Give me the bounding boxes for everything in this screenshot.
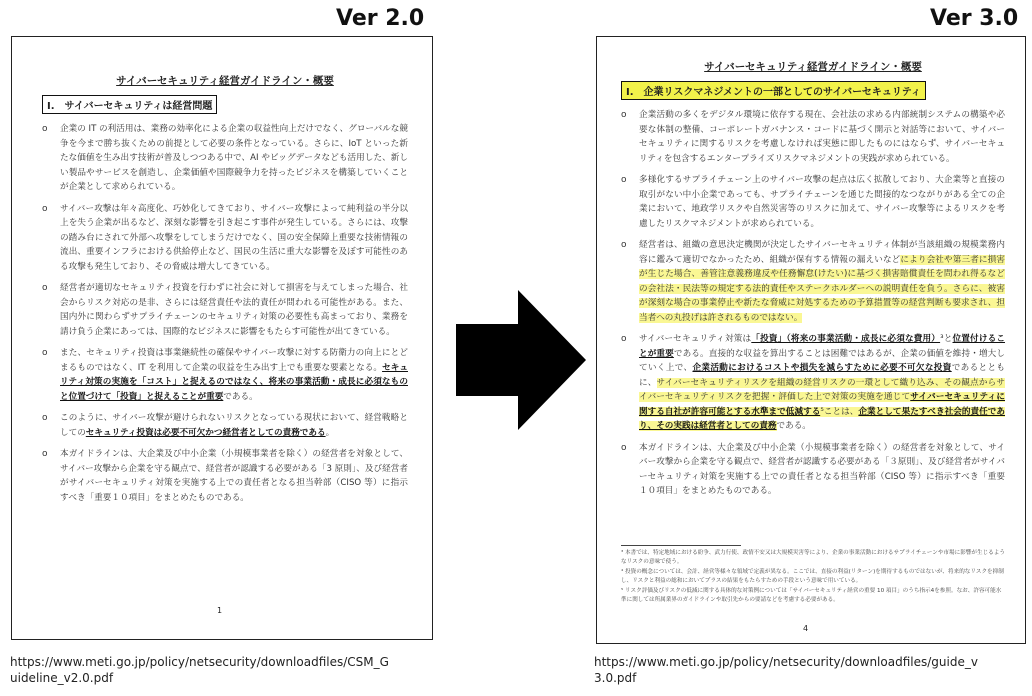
footnote: ⁵ リスク評価及びリスクの低減に関する具体的な対策例については「サイバーセキュリティ経営の重要 10 項目」のうち指示4を参照。なお、許容可能水準に関しては所属業界のガイドラインや取引先からの要請などを考慮する必要がある。 — [621, 588, 1002, 603]
bullet-icon: o — [42, 348, 48, 358]
emphasis-text: 「投資」（将来の事業活動・成長に必須な費用） — [751, 334, 941, 344]
bullet-icon: o — [621, 442, 627, 453]
emphasis-text: 企業活動におけるコストや損失を減らすために必要不可欠な投資 — [692, 363, 952, 373]
text-run: である。 — [776, 421, 811, 431]
text-run: 経営者は、組織の意思決定機関が決定したサイバーセキュリティ体制が当該組織の規模業務内容に鑑みて適切でなかったため、組織が保有する情報の漏えいなど — [639, 240, 1005, 265]
right-arrow-icon — [456, 290, 586, 430]
bullet-icon: o — [42, 413, 48, 423]
paragraph-text: 多様化するサプライチェーン上のサイバー攻撃の起点は広く拡散しており、大企業等と直接の取引がない中小企業であっても、サプライチェーンを通じた間接的なつながりがある全ての企業において、地政学リスクや自然災害等のリスクに加えて、サイバー攻撃等によるリスクを考慮したリスクマネジメントが求められている。 — [639, 175, 1005, 229]
paragraph-text: 企業活動の多くをデジタル環境に依存する現在、会社法の求める内部統制システムの構築や必要な体制の整備、コーポレートガバナンス・コードに基づく開示と対話等において、サイバーセキュリティに関するリスクを考慮しなければ実態に即したものにはならず、サイバーセキュリティを包含するエンタープライズリスクマネジメントの実践が求められている。 — [639, 110, 1005, 164]
paragraph-text: サイバー攻撃は年々高度化、巧妙化してきており、サイバー攻撃によって純利益の半分以上を失う企業が出るなど、深刻な影響を引き起こす事件が発生している。さらには、攻撃の踏み台にされて外部へ攻撃をしてしまうだけでなく、国の安全保障上重要な技術情報の流出、重要インフラにおける供給停止など、国民の生活に重大な影響を及ぼす可能性のある攻撃も発生しており、その脅威は増大してきている。 — [60, 203, 408, 272]
document-page-v3 — [596, 36, 1026, 644]
text-run: ³と — [940, 334, 953, 344]
paragraph — [42, 281, 408, 339]
document-body — [42, 73, 408, 512]
paragraph — [42, 346, 408, 404]
bullet-icon: o — [621, 110, 627, 120]
page-number: 1 — [217, 606, 223, 615]
text-run: ⁵ことは、 — [820, 406, 859, 417]
section-heading: I. 企業リスクマネジメントの一部としてのサイバーセキュリティ — [621, 81, 926, 100]
paragraph — [621, 238, 1005, 325]
paragraph — [621, 173, 1005, 231]
footnotes — [621, 545, 1005, 606]
emphasis-text: サイバーセキュリティに関する自社が許容可能とする水準まで低減する — [639, 392, 1005, 417]
page-number: 4 — [803, 624, 809, 633]
paragraph — [42, 202, 408, 275]
paragraph-text — [639, 332, 1005, 434]
footnote: ⁴ 投資の概念については、会計、経営等様々な領域で定義が異なる。ここでは、直接の利益(リターン)を期待するものではないが、将来的なリスクを抑制し、リスクと利益の総和においてプラスの結果をもたらすための手段という意味で用いている。 — [621, 569, 1004, 584]
emphasis-text: 位置付けることが重要 — [639, 334, 1005, 359]
source-url-right[interactable]: https://www.meti.go.jp/policy/netsecurity/downloadfiles/guide_v 3.0.pdf — [594, 655, 978, 685]
paragraph-text — [60, 411, 408, 440]
paragraph-text — [60, 346, 408, 404]
bullet-icon: o — [42, 203, 48, 214]
bullet-icon: o — [621, 334, 627, 344]
bullet-icon: o — [621, 175, 627, 185]
text-run: サイバーセキュリティ対策は — [639, 334, 752, 344]
paragraph — [621, 441, 1005, 499]
text-run: このように、サイバー攻撃が避けられないリスクとなっている現状において、経営戦略としての — [60, 413, 408, 438]
text-run: また、セキュリティ投資は事業継続性の確保やサイバー攻撃に対する防衛力の向上にとどまるものではなく、IT を利用して企業の収益を生み出す上でも重要な要素となる。 — [60, 348, 408, 373]
bullet-icon: o — [42, 449, 48, 459]
document-title: サイバーセキュリティ経営ガイドライン・概要 — [704, 61, 922, 73]
paragraph-text — [639, 238, 1005, 325]
bullet-icon: o — [621, 240, 627, 250]
paragraph-text: 企業の IT の利活用は、業務の効率化による企業の収益性向上だけでなく、グローバルな競争を今まで勝ち抜くための前提として必要の条件となっている。さらに、IoT といった新たな価値を生み出す技術が普及しつつある中で、AI やビッグデータなども活用した、新しい製品やサービスを創造し、企業価値や国際競争力を持ったビジネスを構築していくことが企業として求められている。 — [60, 124, 408, 192]
highlighted-text: サイバーセキュリティリスクを組織の経営リスクの一環として織り込み、その観点からサイバーセキュリティリスクを把握・評価した上で対策の実施を通じて — [639, 377, 1005, 402]
document-page-v2 — [11, 36, 433, 640]
paragraph — [42, 447, 408, 505]
bullet-icon: o — [42, 283, 48, 293]
text-run: である。直接的な収益を算出することは困難ではあるが、企業の価値を維持・増大していく上で、 — [639, 348, 1005, 373]
paragraph — [42, 122, 408, 195]
paragraph-text: 本ガイドラインは、大企業及び中小企業（小規模事業者を除く）の経営者を対象として、サイバー攻撃から企業を守る観点で、経営者が認識する必要がある「3 原則」、及び経営者がサイバーセキュリティ対策を実施する上での責任者となる担当幹部（CISO 等）に指示すべき「重要１０項目」をまとめたものである。 — [60, 449, 408, 503]
paragraph — [621, 108, 1005, 166]
version-label-left: Ver 2.0 — [336, 6, 425, 31]
emphasis-text: 企業として果たすべき社会的責任であり、その実践は経営者としての責務 — [639, 406, 1005, 431]
bullet-icon: o — [42, 124, 48, 134]
version-label-right: Ver 3.0 — [930, 6, 1019, 31]
text-run: である。 — [223, 391, 258, 402]
paragraph-text: 経営者が適切なセキュリティ投資を行わずに社会に対して損害を与えてしまった場合、社会からリスク対応の是非、さらには経営責任や法的責任が問われる可能性がある。また、国内外に関わらずサプライチェーンのセキュリティ対策の必要性も高まっており、業務を請け負う企業にあっては、国際的なビジネスに影響をもたらす可能性が出てきている。 — [60, 283, 408, 337]
footnote-rule — [621, 545, 741, 546]
footnote: ³ 本書では、特定地域における紛争、武力行使、政情不安又は大規模災害等により、企業の事業活動におけるサプライチェーンや市場に影響が生じるようなリスクの意味で使う。 — [621, 550, 1005, 565]
section-heading: I. サイバーセキュリティは経営問題 — [42, 95, 217, 114]
source-url-left[interactable]: https://www.meti.go.jp/policy/netsecurity/downloadfiles/CSM_G uideline_v2.0.pdf — [10, 655, 389, 685]
text-run: 。 — [325, 427, 335, 438]
text-run: であるとともに、 — [639, 363, 1005, 388]
document-body — [621, 59, 1005, 506]
paragraph — [621, 332, 1005, 434]
paragraph-text: 本ガイドラインは、大企業及び中小企業（小規模事業者を除く）の経営者を対象として、サイバー攻撃から企業を守る観点で、経営者が認識する必要がある「３原則」、及び経営者がサイバーセキュリティ対策を実施する上での責任者となる担当幹部（CISO 等）に指示すべき「重要１０項目」をまとめたものである。 — [639, 442, 1005, 496]
paragraph — [42, 411, 408, 440]
highlighted-text: により会社や第三者に損害が生じた場合、善管注意義務違反や任務懈怠(けたい)に基づく損害賠償責任を問われ得るなどの会社法・民法等の規定する法的責任やステークホルダーへの説明責任を負う。さらに、被害が深刻な場合の事業停止や新たな脅威に対処するための予算措置等の経営判断も要求され、担当者への丸投げは許されるものではない。 — [639, 254, 1005, 323]
emphasis-text: セキュリティ対策の実施を「コスト」と捉えるのではなく、将来の事業活動・成長に必須なものと位置づけて「投資」と捉えることが重要 — [60, 362, 408, 402]
document-title: サイバーセキュリティ経営ガイドライン・概要 — [116, 75, 334, 87]
emphasis-text: セキュリティ投資は必要不可欠かつ経営者としての責務である — [85, 427, 326, 438]
